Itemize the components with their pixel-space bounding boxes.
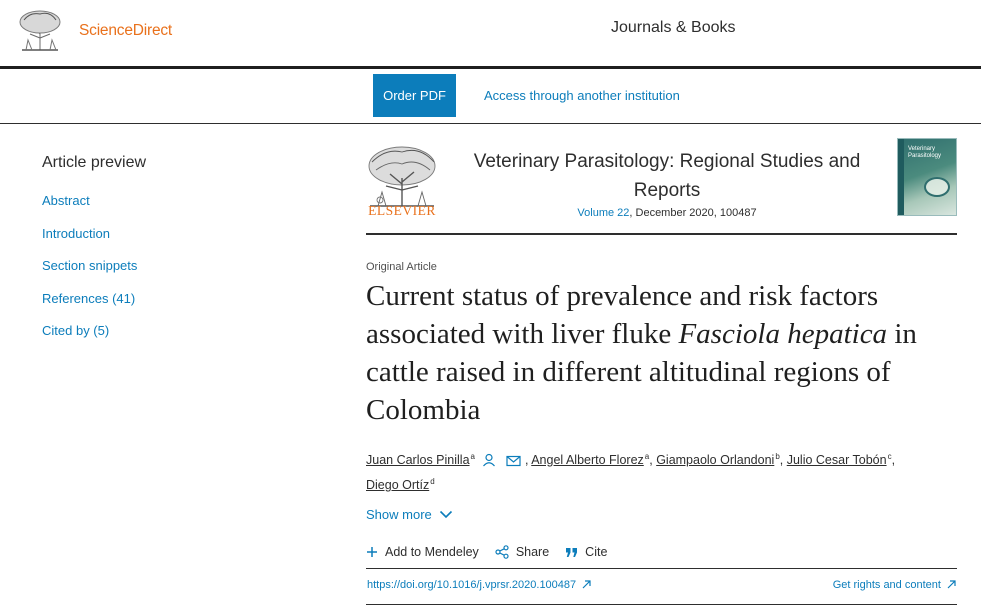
- author-link[interactable]: Angel Alberto Florez: [531, 453, 644, 467]
- author-affiliation-marker[interactable]: b: [775, 452, 780, 461]
- cover-spine: [898, 139, 904, 216]
- share-button[interactable]: [495, 545, 549, 559]
- cover-illustration: [924, 177, 950, 197]
- sidebar-title: Article preview: [42, 154, 147, 171]
- author-link[interactable]: Juan Carlos Pinilla: [366, 453, 470, 467]
- sciencedirect-logo-text[interactable]: ScienceDirect: [79, 22, 173, 39]
- author-link[interactable]: Giampaolo Orlandoni: [656, 453, 775, 467]
- share-label: Share: [515, 545, 550, 559]
- external-link-icon: [947, 580, 956, 589]
- author-affiliation-marker[interactable]: a: [470, 452, 475, 461]
- author-list: Juan Carlos Pinilla$^a$ , Angel Alberto Florez$^a$, Giampaolo Orlandoni$^b$, Julio Cesar Tobón$^c$, Diego Ortíz$^d$: [366, 452, 896, 492]
- email-icon[interactable]: [506, 455, 521, 467]
- article-title: Current status of prevalence and risk factors associated with liver fluke Fasciola hepatica in cattle raised in different altitudinal regions of Colombia: [366, 280, 917, 426]
- article-preview-sidebar: [42, 154, 292, 356]
- author-link[interactable]: Julio Cesar Tobón: [786, 453, 887, 467]
- publication-header: [366, 137, 957, 235]
- doi-rights-row: [366, 568, 957, 605]
- site-header: [0, 0, 981, 66]
- issue-details: , December 2020, 100487: [629, 207, 757, 219]
- sidebar-item-cited-by[interactable]: Cited by (5): [42, 323, 110, 338]
- action-bar: [0, 69, 981, 124]
- sidebar-item-references[interactable]: References (41): [42, 290, 136, 306]
- article-tools: [366, 545, 623, 559]
- author-affiliation-marker[interactable]: d: [430, 477, 435, 486]
- rights-content-link[interactable]: Get rights and content: [833, 579, 956, 591]
- cite-label: Cite: [585, 545, 608, 559]
- article-type-label: Original Article: [366, 261, 437, 273]
- share-icon: [495, 545, 509, 559]
- journal-volume-info: [452, 207, 882, 219]
- sidebar-item-section-snippets[interactable]: Section snippets: [42, 258, 138, 273]
- journals-books-link[interactable]: Journals & Books: [611, 19, 736, 36]
- person-icon[interactable]: [482, 453, 496, 467]
- cite-button[interactable]: [565, 545, 607, 559]
- mendeley-label: Add to Mendeley: [385, 545, 479, 559]
- author-link[interactable]: Diego Ortíz: [366, 478, 430, 492]
- add-to-mendeley-button[interactable]: [366, 545, 479, 559]
- volume-link[interactable]: Volume 22: [577, 207, 630, 219]
- sidebar-item-abstract[interactable]: Abstract: [42, 193, 90, 208]
- elsevier-wordmark: ELSEVIER: [368, 203, 436, 218]
- order-pdf-button[interactable]: Order PDF: [373, 74, 456, 117]
- author-affiliation-marker[interactable]: c: [887, 452, 892, 461]
- author-affiliation-marker[interactable]: a: [644, 452, 650, 461]
- chevron-down-icon: [439, 510, 453, 519]
- access-institution-link[interactable]: Access through another institution: [484, 88, 680, 103]
- quote-icon: [565, 547, 578, 558]
- sidebar-item-introduction[interactable]: Introduction: [42, 225, 110, 241]
- journal-cover-image[interactable]: [897, 138, 957, 216]
- cover-title: Veterinary Parasitology: [908, 146, 942, 159]
- external-link-icon: [582, 580, 591, 589]
- elsevier-tree-icon[interactable]: [16, 8, 64, 52]
- show-more-button[interactable]: [366, 507, 453, 522]
- journal-title-link[interactable]: Veterinary Parasitology: Regional Studies and Reports: [473, 151, 861, 201]
- plus-icon: [366, 546, 378, 558]
- doi-link[interactable]: https://doi.org/10.1016/j.vprsr.2020.100487: [367, 579, 591, 591]
- show-more-label: Show more: [366, 507, 432, 522]
